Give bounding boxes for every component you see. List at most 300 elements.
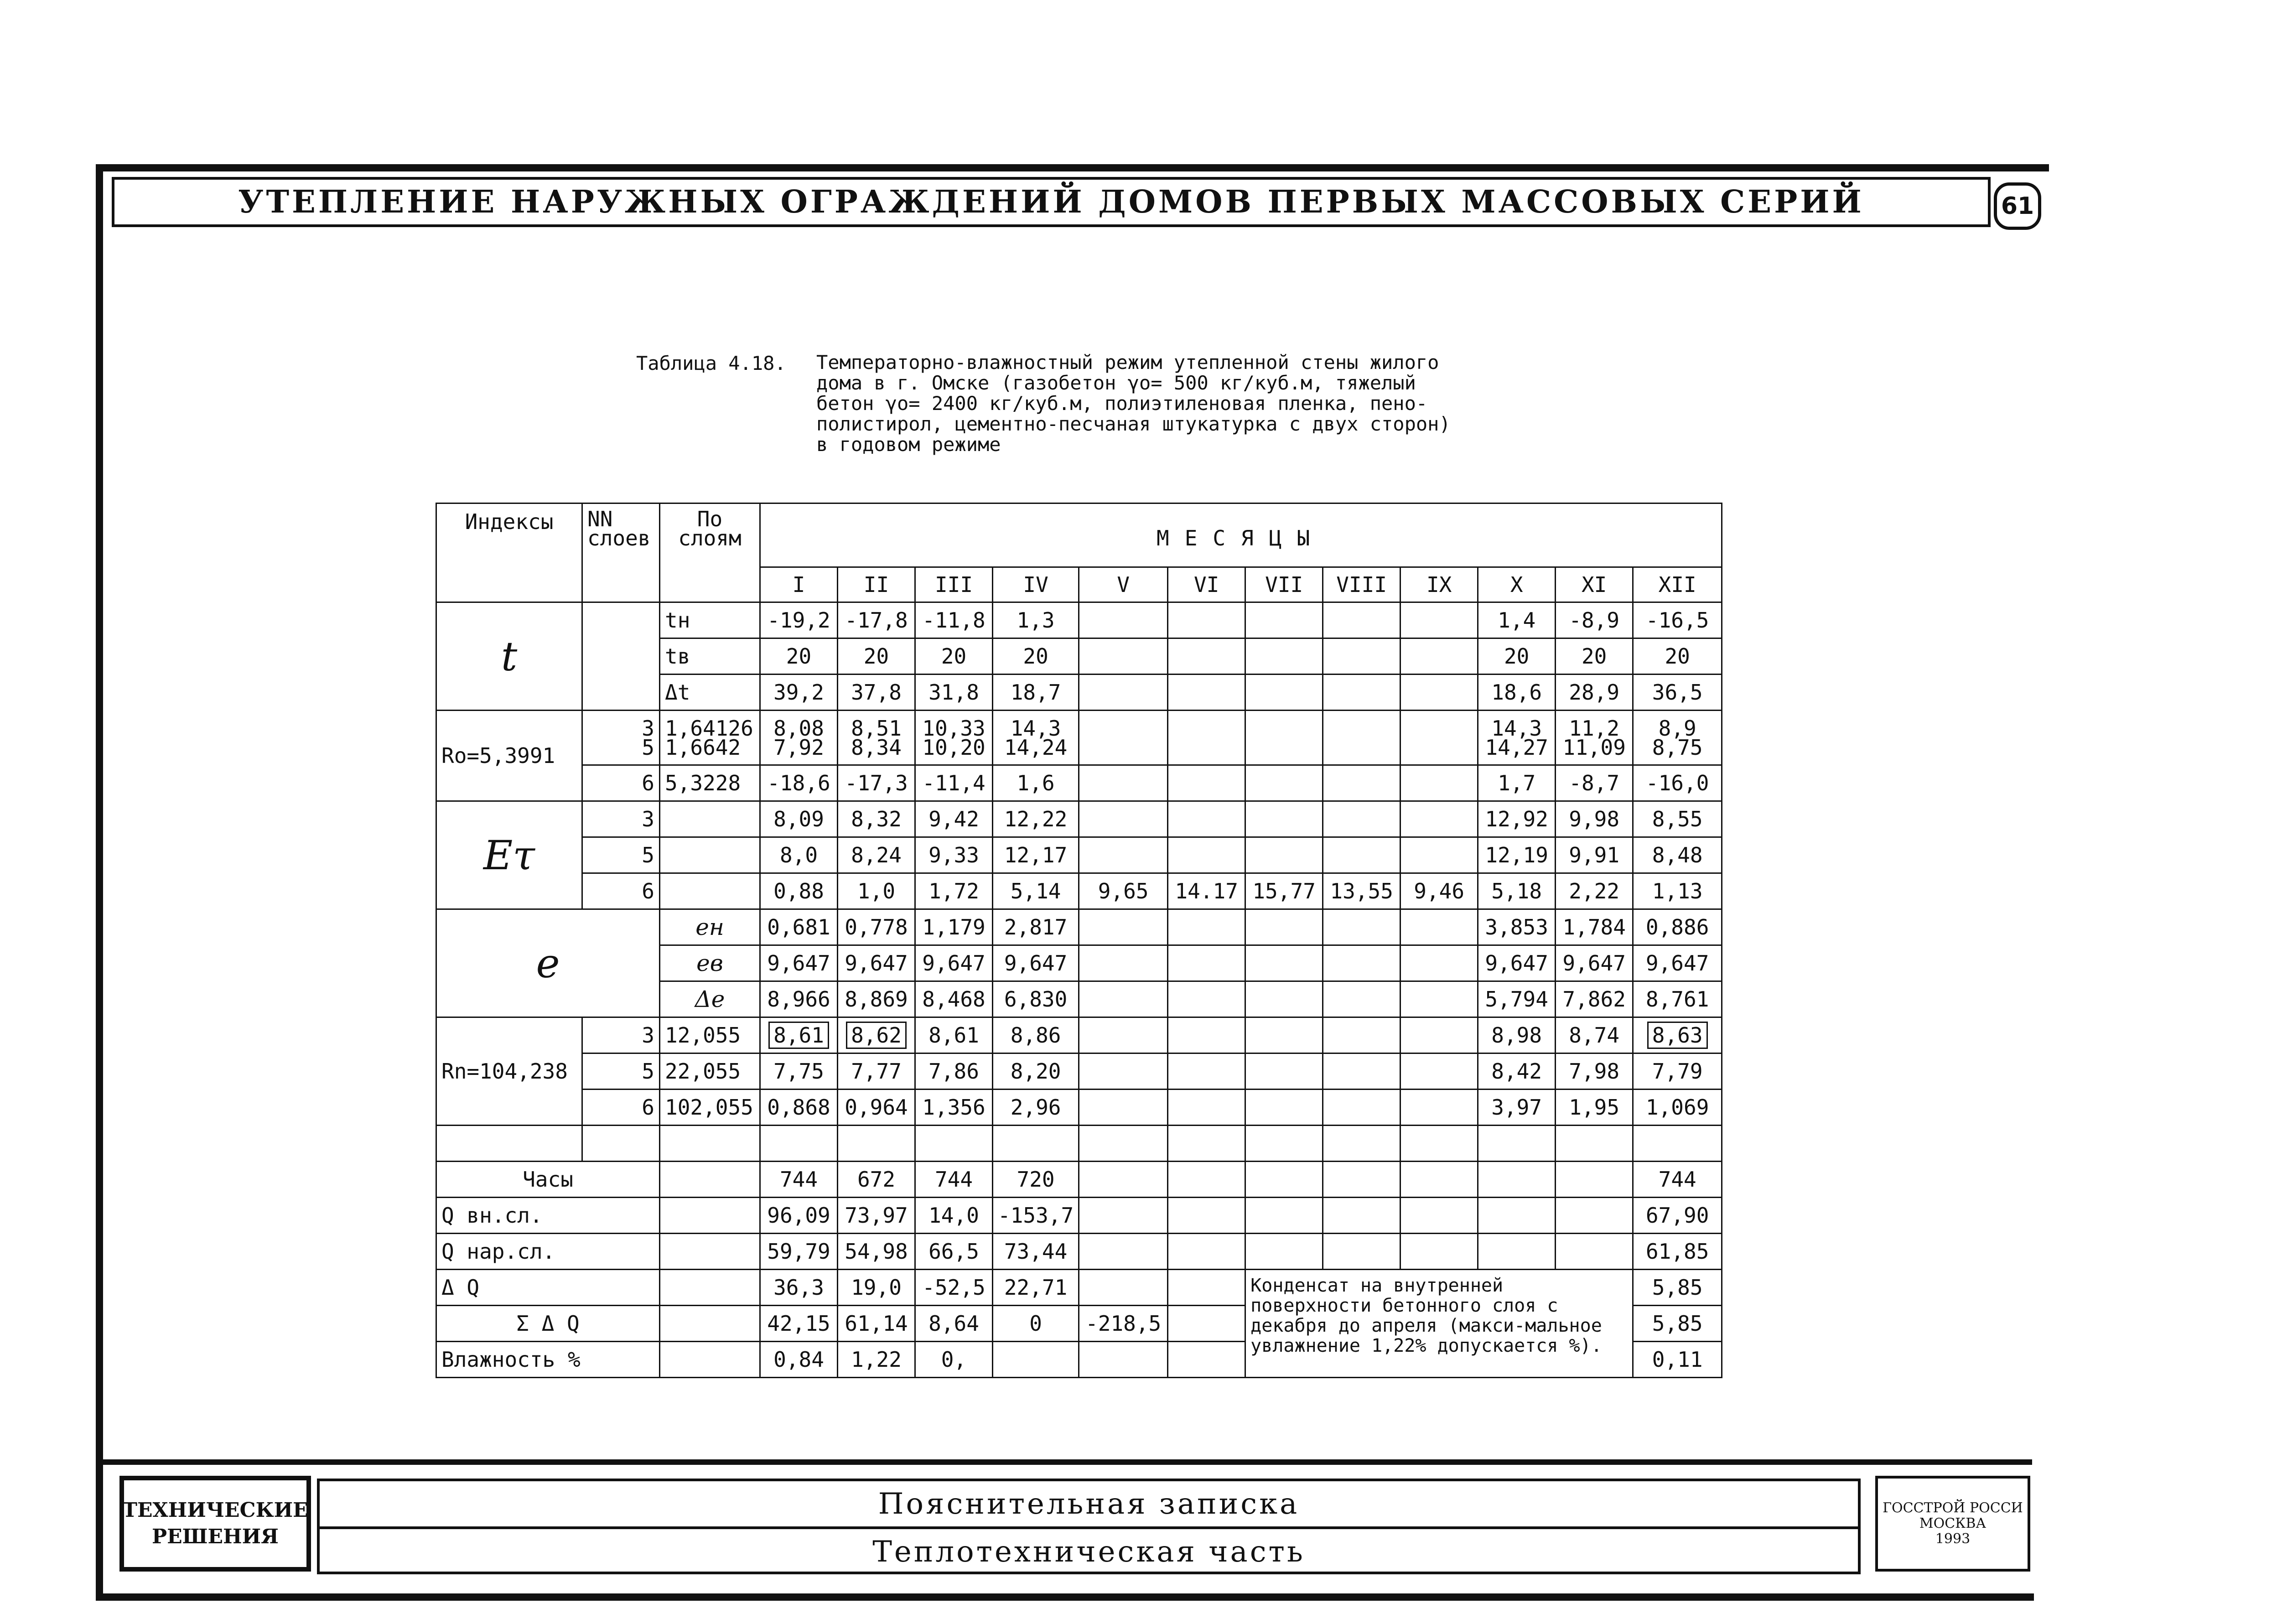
month-value-cell: [1400, 1017, 1478, 1053]
month-value-cell: 20: [1478, 638, 1556, 675]
month-value-cell: 20: [838, 638, 915, 675]
month-value-cell: 5,85: [1633, 1306, 1722, 1342]
month-value-cell: 19,0: [838, 1270, 915, 1306]
month-value-cell: [1323, 801, 1400, 837]
month-value-cell: [1323, 837, 1400, 873]
month-value-cell: 8,468: [915, 981, 993, 1017]
footer-section-label: [119, 1476, 311, 1572]
empty-cell: [1556, 1126, 1633, 1162]
month-value-cell: [838, 711, 915, 765]
table-row: [436, 1162, 1722, 1198]
month-value-cell: [1168, 945, 1245, 981]
month-value-cell: 9,647: [1478, 945, 1556, 981]
month-value-cell: [1245, 638, 1323, 675]
month-value-cell: [1168, 837, 1245, 873]
month-value-cell: 672: [838, 1162, 915, 1198]
month-value: 10,20: [922, 735, 985, 760]
page-number: 61: [1994, 182, 2041, 230]
sub-index-cell: [660, 873, 760, 909]
row-label-cell: Q нар.сл.: [436, 1234, 660, 1270]
month-value-cell: -52,5: [915, 1270, 993, 1306]
month-value-cell: [1633, 1017, 1722, 1053]
layer-number-cell: [582, 602, 660, 711]
month-value-cell: [1168, 711, 1245, 765]
month-value: 8,51: [851, 716, 902, 741]
month-value-cell: 5,18: [1478, 873, 1556, 909]
month-value-cell: 9,647: [1633, 945, 1722, 981]
frame-top-border: [96, 164, 2049, 171]
table-caption-label: Таблица 4.18.: [636, 352, 786, 374]
table-row: [436, 909, 1722, 945]
month-value: 11,2: [1569, 716, 1620, 741]
month-header: VII: [1245, 567, 1323, 602]
table-header-row: [436, 503, 1722, 567]
month-value-cell: [915, 711, 993, 765]
table-row: [436, 711, 1722, 765]
month-header: VI: [1168, 567, 1245, 602]
data-table: [436, 503, 1722, 1378]
month-value-cell: [1245, 837, 1323, 873]
month-value-cell: [1168, 765, 1245, 801]
month-value-cell: [1168, 1306, 1245, 1342]
month-value-cell: [1245, 711, 1323, 765]
boxed-value: 8,61: [768, 1022, 829, 1049]
month-value-cell: 7,77: [838, 1053, 915, 1090]
month-value-cell: [1168, 981, 1245, 1017]
month-value-cell: 36,3: [760, 1270, 838, 1306]
month-value-cell: [1245, 945, 1323, 981]
table-row: [436, 1198, 1722, 1234]
month-value-cell: 0,11: [1633, 1342, 1722, 1378]
table-row: [436, 1017, 1722, 1053]
month-value-cell: [1079, 1053, 1168, 1090]
month-value-cell: 20: [993, 638, 1079, 675]
month-value-cell: 0: [993, 1306, 1079, 1342]
month-value-cell: 3,853: [1478, 909, 1556, 945]
month-value-cell: [1400, 1234, 1478, 1270]
month-value-cell: [1323, 711, 1400, 765]
month-value-cell: 18,6: [1478, 675, 1556, 711]
row-label-cell: Δ Q: [436, 1270, 660, 1306]
month-header: XII: [1633, 567, 1722, 602]
month-value-cell: 28,9: [1556, 675, 1633, 711]
month-value-cell: 15,77: [1245, 873, 1323, 909]
month-value-cell: [1079, 602, 1168, 638]
month-value-cell: [1245, 801, 1323, 837]
month-value-cell: [1168, 1162, 1245, 1198]
month-value-cell: 2,817: [993, 909, 1079, 945]
footer-title: Пояснительная записка: [320, 1481, 1858, 1529]
empty-cell: [1400, 1126, 1478, 1162]
table-row: [436, 1270, 1722, 1306]
header-title: УТЕПЛЕНИЕ НАРУЖНЫХ ОГРАЖДЕНИЙ ДОМОВ ПЕРВЫХ МАССОВЫХ СЕРИЙ: [238, 184, 1864, 220]
empty-cell: [582, 1126, 660, 1162]
empty-cell: [1168, 1126, 1245, 1162]
month-value-cell: [1478, 1198, 1556, 1234]
month-value-cell: [1079, 765, 1168, 801]
month-value-cell: [1323, 1053, 1400, 1090]
month-value-cell: [1245, 981, 1323, 1017]
month-value-cell: 67,90: [1633, 1198, 1722, 1234]
empty-cell: [1478, 1126, 1556, 1162]
caption-line: в годовом режиме: [816, 433, 1001, 456]
month-value-cell: [1168, 909, 1245, 945]
table-row: [436, 765, 1722, 801]
month-value-cell: 8,24: [838, 837, 915, 873]
month-value-cell: 14,0: [915, 1198, 993, 1234]
month-value-cell: [1079, 1090, 1168, 1126]
month-value-cell: -17,8: [838, 602, 915, 638]
month-value-cell: 73,97: [838, 1198, 915, 1234]
col-header-by-layers: [660, 503, 760, 602]
month-value-cell: 8,48: [1633, 837, 1722, 873]
month-value-cell: -11,4: [915, 765, 993, 801]
index-label-e: Eτ: [436, 801, 582, 909]
month-value-cell: 12,92: [1478, 801, 1556, 837]
month-value-cell: 8,55: [1633, 801, 1722, 837]
index-symbol-t: t: [436, 602, 582, 711]
month-value: 14,3: [1010, 716, 1061, 741]
month-value-cell: 8,20: [993, 1053, 1079, 1090]
month-value-cell: -17,3: [838, 765, 915, 801]
col-header-layers-line: слоев: [587, 526, 651, 550]
month-value-cell: [1079, 801, 1168, 837]
footer-publisher: [1875, 1476, 2030, 1572]
month-value-cell: [1323, 638, 1400, 675]
month-value-cell: 9,91: [1556, 837, 1633, 873]
layer-number: 3: [642, 716, 654, 741]
month-value-cell: [1245, 1198, 1323, 1234]
month-value-cell: [1323, 1017, 1400, 1053]
month-value-cell: 720: [993, 1162, 1079, 1198]
month-value-cell: 7,79: [1633, 1053, 1722, 1090]
month-value-cell: 9,65: [1079, 873, 1168, 909]
month-value-cell: 0,964: [838, 1090, 915, 1126]
layer-number-cell: 3: [582, 801, 660, 837]
sub-index-cell: [660, 1162, 760, 1198]
month-header: I: [760, 567, 838, 602]
month-value-cell: [1168, 675, 1245, 711]
month-value-cell: -16,0: [1633, 765, 1722, 801]
month-header: IV: [993, 567, 1079, 602]
caption-line: дома в г. Омске (газобетон γo= 500 кг/куб.м, тяжелый: [816, 372, 1416, 394]
month-value-cell: 8,966: [760, 981, 838, 1017]
month-value-cell: [1079, 1342, 1168, 1378]
month-value-cell: 14.17: [1168, 873, 1245, 909]
month-value-cell: 1,356: [915, 1090, 993, 1126]
month-value-cell: 7,862: [1556, 981, 1633, 1017]
month-header: VIII: [1323, 567, 1400, 602]
month-value-cell: [1168, 1234, 1245, 1270]
month-value-cell: 9,647: [760, 945, 838, 981]
month-value-cell: 59,79: [760, 1234, 838, 1270]
col-header-by-layers-line: слоям: [678, 526, 742, 550]
months-title: МЕСЯЦЫ: [1157, 525, 1326, 550]
sub-index-cell: eв: [660, 945, 760, 981]
month-value-cell: [1245, 1053, 1323, 1090]
footer-subtitle: Теплотехническая часть: [872, 1535, 1305, 1569]
layer-number-cell: [582, 711, 660, 765]
month-value-cell: -218,5: [1079, 1306, 1168, 1342]
month-value-cell: [1079, 909, 1168, 945]
month-value-cell: 9,647: [838, 945, 915, 981]
month-value-cell: [1478, 711, 1556, 765]
month-value-cell: [1323, 909, 1400, 945]
layer-number-cell: 6: [582, 873, 660, 909]
month-value-cell: [760, 1017, 838, 1053]
month-value-cell: 12,19: [1478, 837, 1556, 873]
month-value-cell: 0,88: [760, 873, 838, 909]
table-row: [436, 873, 1722, 909]
month-value-cell: 20: [1633, 638, 1722, 675]
month-value-cell: [1323, 1234, 1400, 1270]
table-row: [436, 837, 1722, 873]
month-value-cell: [1168, 1053, 1245, 1090]
month-value-cell: 8,761: [1633, 981, 1722, 1017]
month-value-cell: [1400, 945, 1478, 981]
footer-left-line: ТЕХНИЧЕСКИЕ: [122, 1499, 308, 1522]
month-value: 14,24: [1004, 735, 1068, 760]
month-value-cell: 7,75: [760, 1053, 838, 1090]
sub-index-cell: [660, 1306, 760, 1342]
month-value-cell: 12,17: [993, 837, 1079, 873]
month-header: XI: [1556, 567, 1633, 602]
month-value-cell: 8,09: [760, 801, 838, 837]
month-value-cell: 54,98: [838, 1234, 915, 1270]
month-value-cell: 9,42: [915, 801, 993, 837]
month-value-cell: 7,98: [1556, 1053, 1633, 1090]
month-value-cell: [1400, 1090, 1478, 1126]
month-value-cell: 20: [915, 638, 993, 675]
month-value: 8,08: [773, 716, 824, 741]
month-value-cell: [1245, 1017, 1323, 1053]
month-value-cell: [1400, 765, 1478, 801]
layer-number-cell: 6: [582, 765, 660, 801]
month-header: III: [915, 567, 993, 602]
month-value-cell: -8,9: [1556, 602, 1633, 638]
month-value-cell: [1079, 711, 1168, 765]
empty-cell: [1245, 1126, 1323, 1162]
month-value-cell: [1079, 1162, 1168, 1198]
empty-cell: [1633, 1126, 1722, 1162]
month-value-cell: 0,868: [760, 1090, 838, 1126]
month-value-cell: 8,61: [915, 1017, 993, 1053]
month-value-cell: [1245, 1090, 1323, 1126]
sub-index-cell: [660, 1198, 760, 1234]
sub-index-cell: 12,055: [660, 1017, 760, 1053]
month-value-cell: [1245, 909, 1323, 945]
month-value-cell: 96,09: [760, 1198, 838, 1234]
month-value-cell: [993, 711, 1079, 765]
table-row: [436, 801, 1722, 837]
month-value-cell: 73,44: [993, 1234, 1079, 1270]
month-value-cell: 2,22: [1556, 873, 1633, 909]
month-value-cell: -153,7: [993, 1198, 1079, 1234]
sub-index-cell: [660, 801, 760, 837]
sub-index-cell: Δe: [660, 981, 760, 1017]
month-value-cell: 8,86: [993, 1017, 1079, 1053]
empty-cell: [993, 1126, 1079, 1162]
empty-cell: [760, 1126, 838, 1162]
sub-index-cell: tн: [660, 602, 760, 638]
month-value-cell: [1168, 602, 1245, 638]
month-value: 10,33: [922, 716, 985, 741]
month-value-cell: 31,8: [915, 675, 993, 711]
month-value-cell: [1323, 765, 1400, 801]
col-header-months: [760, 503, 1722, 567]
month-value-cell: 8,42: [1478, 1053, 1556, 1090]
month-value-cell: 9,33: [915, 837, 993, 873]
month-value-cell: 1,784: [1556, 909, 1633, 945]
footer-title-block: [317, 1479, 1861, 1574]
month-value-cell: 1,6: [993, 765, 1079, 801]
month-value-cell: [1400, 981, 1478, 1017]
footer-publisher-line: 1993: [1935, 1531, 1971, 1547]
table-row: [436, 1090, 1722, 1126]
boxed-value: 8,62: [846, 1022, 907, 1049]
month-value-cell: [1168, 1017, 1245, 1053]
month-header: IX: [1400, 567, 1478, 602]
sub-index-cell: 102,055: [660, 1090, 760, 1126]
month-value: 7,92: [773, 735, 824, 760]
month-value-cell: [1245, 765, 1323, 801]
month-value-cell: 5,794: [1478, 981, 1556, 1017]
month-value-cell: 9,647: [1556, 945, 1633, 981]
caption-line: Температорно-влажностный режим утепленной стены жилого: [816, 351, 1439, 374]
caption-line: полистирол, цементно-песчаная штукатурка с двух сторон): [816, 413, 1451, 435]
month-value-cell: [1400, 1162, 1478, 1198]
month-value-cell: [1168, 1342, 1245, 1378]
layer-number-cell: 6: [582, 1090, 660, 1126]
month-value-cell: [1556, 1234, 1633, 1270]
month-value-cell: -11,8: [915, 602, 993, 638]
sub-index-cell: [660, 1342, 760, 1378]
month-value-cell: [993, 1342, 1079, 1378]
month-value-cell: 8,98: [1478, 1017, 1556, 1053]
month-value: 8,34: [851, 735, 902, 760]
month-value-cell: [1400, 711, 1478, 765]
month-value-cell: [1400, 638, 1478, 675]
month-value-cell: 9,647: [915, 945, 993, 981]
month-value-cell: [1079, 1234, 1168, 1270]
frame-bottom-border: [96, 1593, 2034, 1601]
index-symbol-e: e: [436, 909, 660, 1017]
month-value-cell: 1,7: [1478, 765, 1556, 801]
month-value-cell: [1168, 638, 1245, 675]
frame-left-border: [96, 164, 103, 1601]
month-value-cell: [1323, 1198, 1400, 1234]
month-value-cell: [1478, 1162, 1556, 1198]
month-value-cell: 20: [1556, 638, 1633, 675]
col-header-layers: [582, 503, 660, 602]
month-value-cell: [1079, 837, 1168, 873]
month-value-cell: 8,869: [838, 981, 915, 1017]
frame-footer-border: [103, 1459, 2032, 1465]
month-value-cell: 5,85: [1633, 1270, 1722, 1306]
table-row: [436, 1053, 1722, 1090]
table-row: [436, 602, 1722, 638]
month-value-cell: 0,84: [760, 1342, 838, 1378]
month-value-cell: [1556, 711, 1633, 765]
month-value-cell: [1323, 1090, 1400, 1126]
layer-number-cell: 3: [582, 1017, 660, 1053]
month-value-cell: [1079, 1270, 1168, 1306]
empty-cell: [660, 1126, 760, 1162]
row-label-cell: Q вн.сл.: [436, 1198, 660, 1234]
month-value: 14,27: [1485, 735, 1548, 760]
sub-index-cell: eн: [660, 909, 760, 945]
month-value-cell: 66,5: [915, 1234, 993, 1270]
month-value-cell: 1,72: [915, 873, 993, 909]
col-header-layers-line: NN: [587, 507, 613, 531]
empty-cell: [838, 1126, 915, 1162]
month-value-cell: 744: [760, 1162, 838, 1198]
index-label-ro: Rо=5,3991: [436, 711, 582, 801]
sub-index-cell: [660, 711, 760, 765]
month-value-cell: [1245, 1162, 1323, 1198]
col-header-indices: Индексы: [436, 503, 582, 602]
row-label-cell: Часы: [436, 1162, 660, 1198]
row-label-cell: Влажность %: [436, 1342, 660, 1378]
month-value-cell: [1400, 1198, 1478, 1234]
month-value-cell: -16,5: [1633, 602, 1722, 638]
month-value-cell: [1168, 1270, 1245, 1306]
empty-cell: [1323, 1126, 1400, 1162]
month-value-cell: [1168, 1090, 1245, 1126]
month-value: 8,9: [1658, 716, 1696, 741]
footer-publisher-line: ГОССТРОЙ РОССИ: [1883, 1500, 2023, 1516]
month-value-cell: 0,: [915, 1342, 993, 1378]
month-value-cell: [1400, 909, 1478, 945]
month-value-cell: 61,85: [1633, 1234, 1722, 1270]
month-value-cell: 9,647: [993, 945, 1079, 981]
index-label-rn: Rn=104,238: [436, 1017, 582, 1126]
month-value: 8,75: [1652, 735, 1703, 760]
month-value-cell: 8,74: [1556, 1017, 1633, 1053]
sub-index-cell: 5,3228: [660, 765, 760, 801]
empty-cell: [436, 1126, 582, 1162]
month-value-cell: 1,069: [1633, 1090, 1722, 1126]
month-value-cell: 1,3: [993, 602, 1079, 638]
table-caption: [816, 352, 1541, 455]
month-header: V: [1079, 567, 1168, 602]
month-value-cell: [1400, 801, 1478, 837]
boxed-value: 8,63: [1647, 1022, 1708, 1049]
caption-line: бетон γo= 2400 кг/куб.м, полиэтиленовая пленка, пено-: [816, 392, 1428, 415]
month-value-cell: 1,13: [1633, 873, 1722, 909]
month-value-cell: 6,830: [993, 981, 1079, 1017]
month-value: 11,09: [1562, 735, 1626, 760]
month-value-cell: [1323, 981, 1400, 1017]
month-header: II: [838, 567, 915, 602]
sub-index-cell: [660, 1270, 760, 1306]
month-value-cell: [1323, 945, 1400, 981]
month-value-cell: 7,86: [915, 1053, 993, 1090]
month-value-cell: 3,97: [1478, 1090, 1556, 1126]
month-value-cell: 8,64: [915, 1306, 993, 1342]
month-value-cell: 0,778: [838, 909, 915, 945]
month-value-cell: [1400, 1053, 1478, 1090]
layer-resistance: 1,64126: [665, 716, 753, 741]
empty-cell: [1079, 1126, 1168, 1162]
empty-cell: [915, 1126, 993, 1162]
footer-left-line: РЕШЕНИЯ: [152, 1525, 279, 1548]
month-value-cell: [1079, 675, 1168, 711]
month-value-cell: [760, 711, 838, 765]
month-value-cell: 744: [915, 1162, 993, 1198]
month-value-cell: 61,14: [838, 1306, 915, 1342]
layer-resistance: 1,6642: [665, 735, 741, 760]
